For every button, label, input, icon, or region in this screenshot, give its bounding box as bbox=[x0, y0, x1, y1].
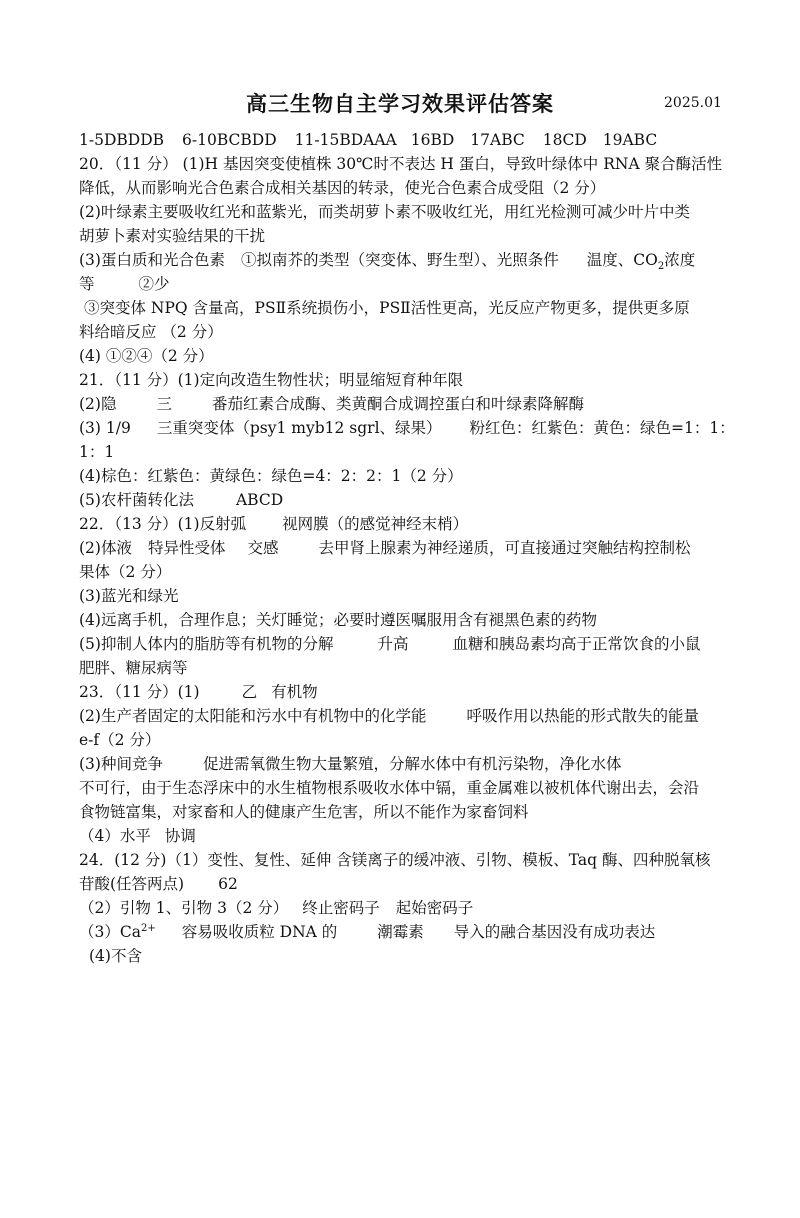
q20-line-8: 料给暗反应 （2 分） bbox=[79, 323, 223, 341]
q21-3-answer-c: 粉红色：红紫色：黄色：绿色=1：1： bbox=[469, 419, 735, 437]
mc-6-10: 6-10BCBDD bbox=[182, 131, 277, 149]
mc-1-5: 1-5DBDDB bbox=[79, 131, 165, 149]
page-title: 高三生物自主学习效果评估答案 bbox=[246, 91, 554, 116]
q20-line-1: 20．（11 分） (1)H 基因突变使植株 30℃时不表达 H 蛋白，导致叶绿体中 RNA 聚合酶活性 bbox=[79, 155, 723, 173]
calcium-superscript: 2+ bbox=[140, 922, 156, 934]
q23-1-answer-b: 乙 bbox=[241, 683, 258, 701]
q21-2-answer-a: (2)隐 bbox=[79, 395, 117, 413]
q22-line-1 bbox=[79, 512, 729, 536]
q23-4-answer-a: （4）水平 bbox=[79, 827, 151, 845]
q21-line-3 bbox=[79, 416, 735, 440]
q22-2-answer-b: 特异性受体 bbox=[147, 539, 226, 557]
q22-1-answer-b: 视网膜（的感觉神经末梢） bbox=[282, 515, 469, 533]
q22-line-3: 果体（2 分） bbox=[79, 563, 172, 581]
q20-3-answer-a: (3)蛋白质和光合色素 bbox=[79, 251, 225, 269]
mc-11-15: 11-15BDAAA bbox=[294, 131, 397, 149]
q21-line-5: (4)棕色：红紫色：黄绿色：绿色=4：2：2：1（2 分） bbox=[79, 467, 463, 485]
q24-line-1: 24．(12 分)（1）变性、复性、延伸 含镁离子的缓冲液、引物、模板、Taq 酶、四种脱氧核 bbox=[79, 851, 711, 869]
q22-2-answer-c: 交感 bbox=[247, 539, 279, 557]
q21-line-6 bbox=[79, 488, 729, 512]
q20-3-answer-d: 浓度 bbox=[664, 251, 696, 269]
q23-2-answer-b: 呼吸作用以热能的形式散失的能量 bbox=[466, 707, 699, 725]
q23-2-answer-a: (2)生产者固定的太阳能和污水中有机物中的化学能 bbox=[79, 707, 427, 725]
q23-line-7 bbox=[79, 824, 729, 848]
q23-line-6: 食物链富集，对家畜和人的健康产生危害，所以不能作为家畜饲料 bbox=[79, 803, 529, 821]
q22-line-5: (4)远离手机，合理作息；关灯睡觉；必要时遵医嘱服用含有褪黑色素的药物 bbox=[79, 611, 597, 629]
q23-1-answer-a: 23．（11 分）(1) bbox=[79, 683, 200, 701]
q24-3-answer-a: （3）Ca bbox=[79, 923, 141, 941]
q20-3-answer-f: ②少 bbox=[138, 275, 170, 293]
q23-3-answer-b: 促进需氧微生物大量繁殖，分解水体中有机污染物，净化水体 bbox=[202, 755, 622, 773]
mc-19: 19ABC bbox=[602, 131, 658, 149]
q24-2-answer-a: （2）引物 1、引物 3（2 分） bbox=[79, 899, 289, 917]
q24-1-answer-b: 62 bbox=[218, 875, 238, 893]
q22-line-7: 肥胖、糖尿病等 bbox=[79, 659, 188, 677]
q21-3-answer-b: 三重突变体（psy1 myb12 sgrl、绿果） bbox=[156, 419, 442, 437]
q20-line-3: (2)叶绿素主要吸收红光和蓝紫光，而类胡萝卜素不吸收红光，用红光检测可减少叶片中类 bbox=[79, 203, 690, 221]
q21-5-answer-a: (5)农杆菌转化法 bbox=[79, 491, 194, 509]
q22-2-answer-d: 去甲肾上腺素为神经递质，可直接通过突触结构控制松 bbox=[318, 539, 691, 557]
q24-3-answer-c: 潮霉素 bbox=[377, 923, 424, 941]
q21-5-answer-b: ABCD bbox=[235, 491, 284, 509]
q24-line-5: (4)不含 bbox=[89, 947, 142, 965]
mc-18: 18CD bbox=[542, 131, 587, 149]
q23-line-5: 不可行，由于生态浮床中的水生植物根系吸收水体中镉，重金属难以被机体代谢出去，会沿 bbox=[79, 779, 700, 797]
q21-2-answer-c: 番茄红素合成酶、类黄酮合成调控蛋白和叶绿素降解酶 bbox=[211, 395, 584, 413]
co2-subscript: 2 bbox=[657, 261, 665, 273]
q21-2-answer-b: 三 bbox=[156, 395, 172, 413]
q20-line-5 bbox=[79, 248, 729, 272]
q23-line-1 bbox=[79, 680, 729, 704]
q22-line-2 bbox=[79, 536, 729, 560]
q24-3-answer-b: 容易吸收质粒 DNA 的 bbox=[181, 923, 338, 941]
answer-content bbox=[79, 128, 735, 968]
q23-3-answer-a: (3)种间竞争 bbox=[79, 755, 163, 773]
q20-line-2: 降低，从而影响光合色素合成相关基因的转录，使光合色素合成受阻（2 分） bbox=[79, 179, 606, 197]
multiple-choice-answers bbox=[79, 128, 729, 152]
q20-3-answer-c: 温度、CO bbox=[586, 251, 658, 269]
q20-line-6 bbox=[79, 272, 729, 296]
q22-line-6 bbox=[79, 632, 729, 656]
q23-line-3: e-f（2 分） bbox=[79, 731, 161, 749]
q24-2-answer-b: 终止密码子 bbox=[302, 899, 380, 917]
q22-5-answer-a: (5)抑制人体内的脂肪等有机物的分解 bbox=[79, 635, 334, 653]
q20-3-answer-b: ①拟南芥的类型（突变体、野生型）、光照条件 bbox=[240, 251, 559, 269]
q24-line-4 bbox=[79, 920, 729, 944]
q21-line-1: 21．（11 分）(1)定向改造生物性状；明显缩短育种年限 bbox=[79, 371, 464, 389]
q22-5-answer-b: 升高 bbox=[377, 635, 409, 653]
q23-line-4 bbox=[79, 752, 729, 776]
q23-4-answer-b: 协调 bbox=[164, 827, 196, 845]
q21-3-answer-a: (3) 1/9 bbox=[79, 419, 131, 437]
q20-line-7: ③突变体 NPQ 含量高，PSⅡ系统损伤小，PSⅡ活性更高，光反应产物更多，提供更多原 bbox=[84, 299, 690, 317]
q20-3-answer-e: 等 bbox=[79, 275, 95, 293]
q24-2-answer-c: 起始密码子 bbox=[395, 899, 474, 917]
q20-line-9: (4) ①②④（2 分） bbox=[79, 347, 214, 365]
exam-date: 2025.01 bbox=[664, 95, 722, 111]
q24-1-answer-a: 苷酸(任答两点) bbox=[79, 875, 185, 893]
q24-line-2 bbox=[79, 872, 729, 896]
q22-2-answer-a: (2)体液 bbox=[79, 539, 132, 557]
q24-3-answer-d: 导入的融合基因没有成功表达 bbox=[453, 923, 656, 941]
q24-line-3 bbox=[79, 896, 729, 920]
q20-line-4: 胡萝卜素对实验结果的干扰 bbox=[79, 227, 266, 245]
q21-line-2 bbox=[79, 392, 729, 416]
mc-17: 17ABC bbox=[470, 131, 525, 149]
q22-line-4: (3)蓝光和绿光 bbox=[79, 587, 179, 605]
mc-16: 16BD bbox=[410, 131, 455, 149]
q23-line-2 bbox=[79, 704, 729, 728]
q21-line-4: 1：1 bbox=[79, 443, 115, 461]
q23-1-answer-c: 有机物 bbox=[271, 683, 318, 701]
q22-5-answer-c: 血糖和胰岛素均高于正常饮食的小鼠 bbox=[452, 635, 701, 653]
q22-1-answer-a: 22．（13 分）(1)反射弧 bbox=[79, 515, 247, 533]
